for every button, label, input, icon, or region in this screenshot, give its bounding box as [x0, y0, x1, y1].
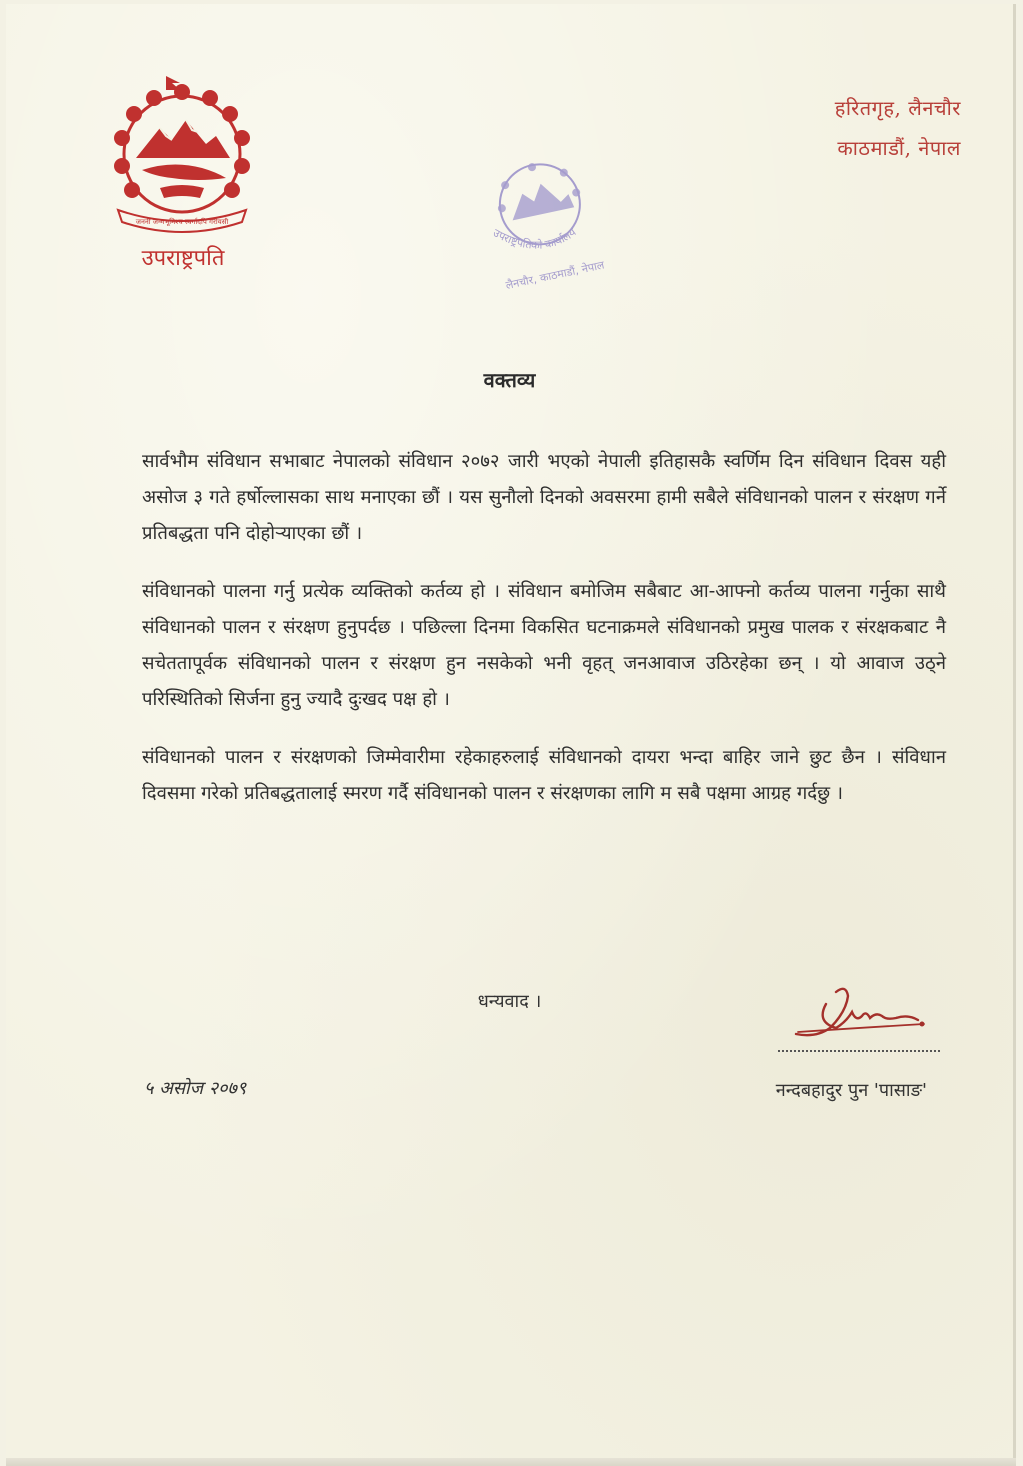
- seal-text-line-1: उपराष्ट्रपतिको कार्यालय: [490, 225, 579, 252]
- signer-name: नन्दबहादुर पुन 'पासाङ': [775, 1080, 927, 1101]
- office-seal-icon: [468, 144, 618, 294]
- letter-body: [142, 444, 946, 834]
- address-line-1: हरितगृह, लैनचौर: [834, 96, 961, 120]
- office-address: [835, 88, 961, 168]
- signature-line: [778, 1050, 940, 1052]
- paragraph-1: सार्वभौम संविधान सभाबाट नेपालको संविधान २०७२ जारी भएको नेपाली इतिहासकै स्वर्णिम दिन संविधान दिवस यही असोज ३ गते हर्षोल्लासका साथ मनाएका छौं । यस सुनौलो दिनको अवसरमा हामी सबैले संविधानको पालन र संरक्षण गर्ने प्रतिबद्धता पनि दोहोर्‍याएका छौं ।: [142, 451, 946, 544]
- paragraph-2: संविधानको पालना गर्नु प्रत्येक व्यक्तिको कर्तव्य हो । संविधान बमोजिम सबैबाट आ-आफ्नो कर्तव्य पालना गर्नुका साथै संविधानको पालन र संरक्षण हुनुपर्दछ । पछिल्ला दिनमा विकसित घटनाक्रमले संविधानको प्रमुख पालक र संरक्षकबाट नै सचेततापूर्वक संविधानको पालन र संरक्षण हुन नसकेको भनी वृहत् जनआवाज उठिरहेका छन् । यो आवाज उठ्ने परिस्थितिको सिर्जना हुनु ज्यादै दुःखद पक्ष हो ।: [142, 581, 946, 710]
- letter-title: वक्तव्य: [483, 368, 536, 392]
- emblem-motto: जननी जन्मभूमिश्च स्वर्गादपि गरीयसी: [135, 218, 229, 226]
- letter-page: [6, 4, 1016, 1460]
- nepal-emblem-icon: [102, 74, 262, 234]
- paragraph-3: संविधानको पालन र संरक्षणको जिम्मेवारीमा रहेकाहरुलाई संविधानको दायरा भन्दा बाहिर जाने छुट छैन । संविधान दिवसमा गरेको प्रतिबद्धतालाई स्मरण गर्दै संविधानको पालन र संरक्षणका लागि म सबै पक्षमा आग्रह गर्दछु ।: [142, 747, 946, 804]
- office-name: उपराष्ट्रपति: [141, 246, 225, 271]
- letter-date: ५ असोज २०७९: [144, 1078, 247, 1099]
- address-line-2: काठमाडौं, नेपाल: [837, 136, 961, 160]
- handwritten-signature-icon: [786, 982, 936, 1048]
- seal-text-line-2: लैनचौर, काठमाडौं, नेपाल: [504, 258, 606, 293]
- closing-thanks: धन्यवाद ।: [477, 991, 542, 1012]
- page-edge: [6, 1458, 1016, 1466]
